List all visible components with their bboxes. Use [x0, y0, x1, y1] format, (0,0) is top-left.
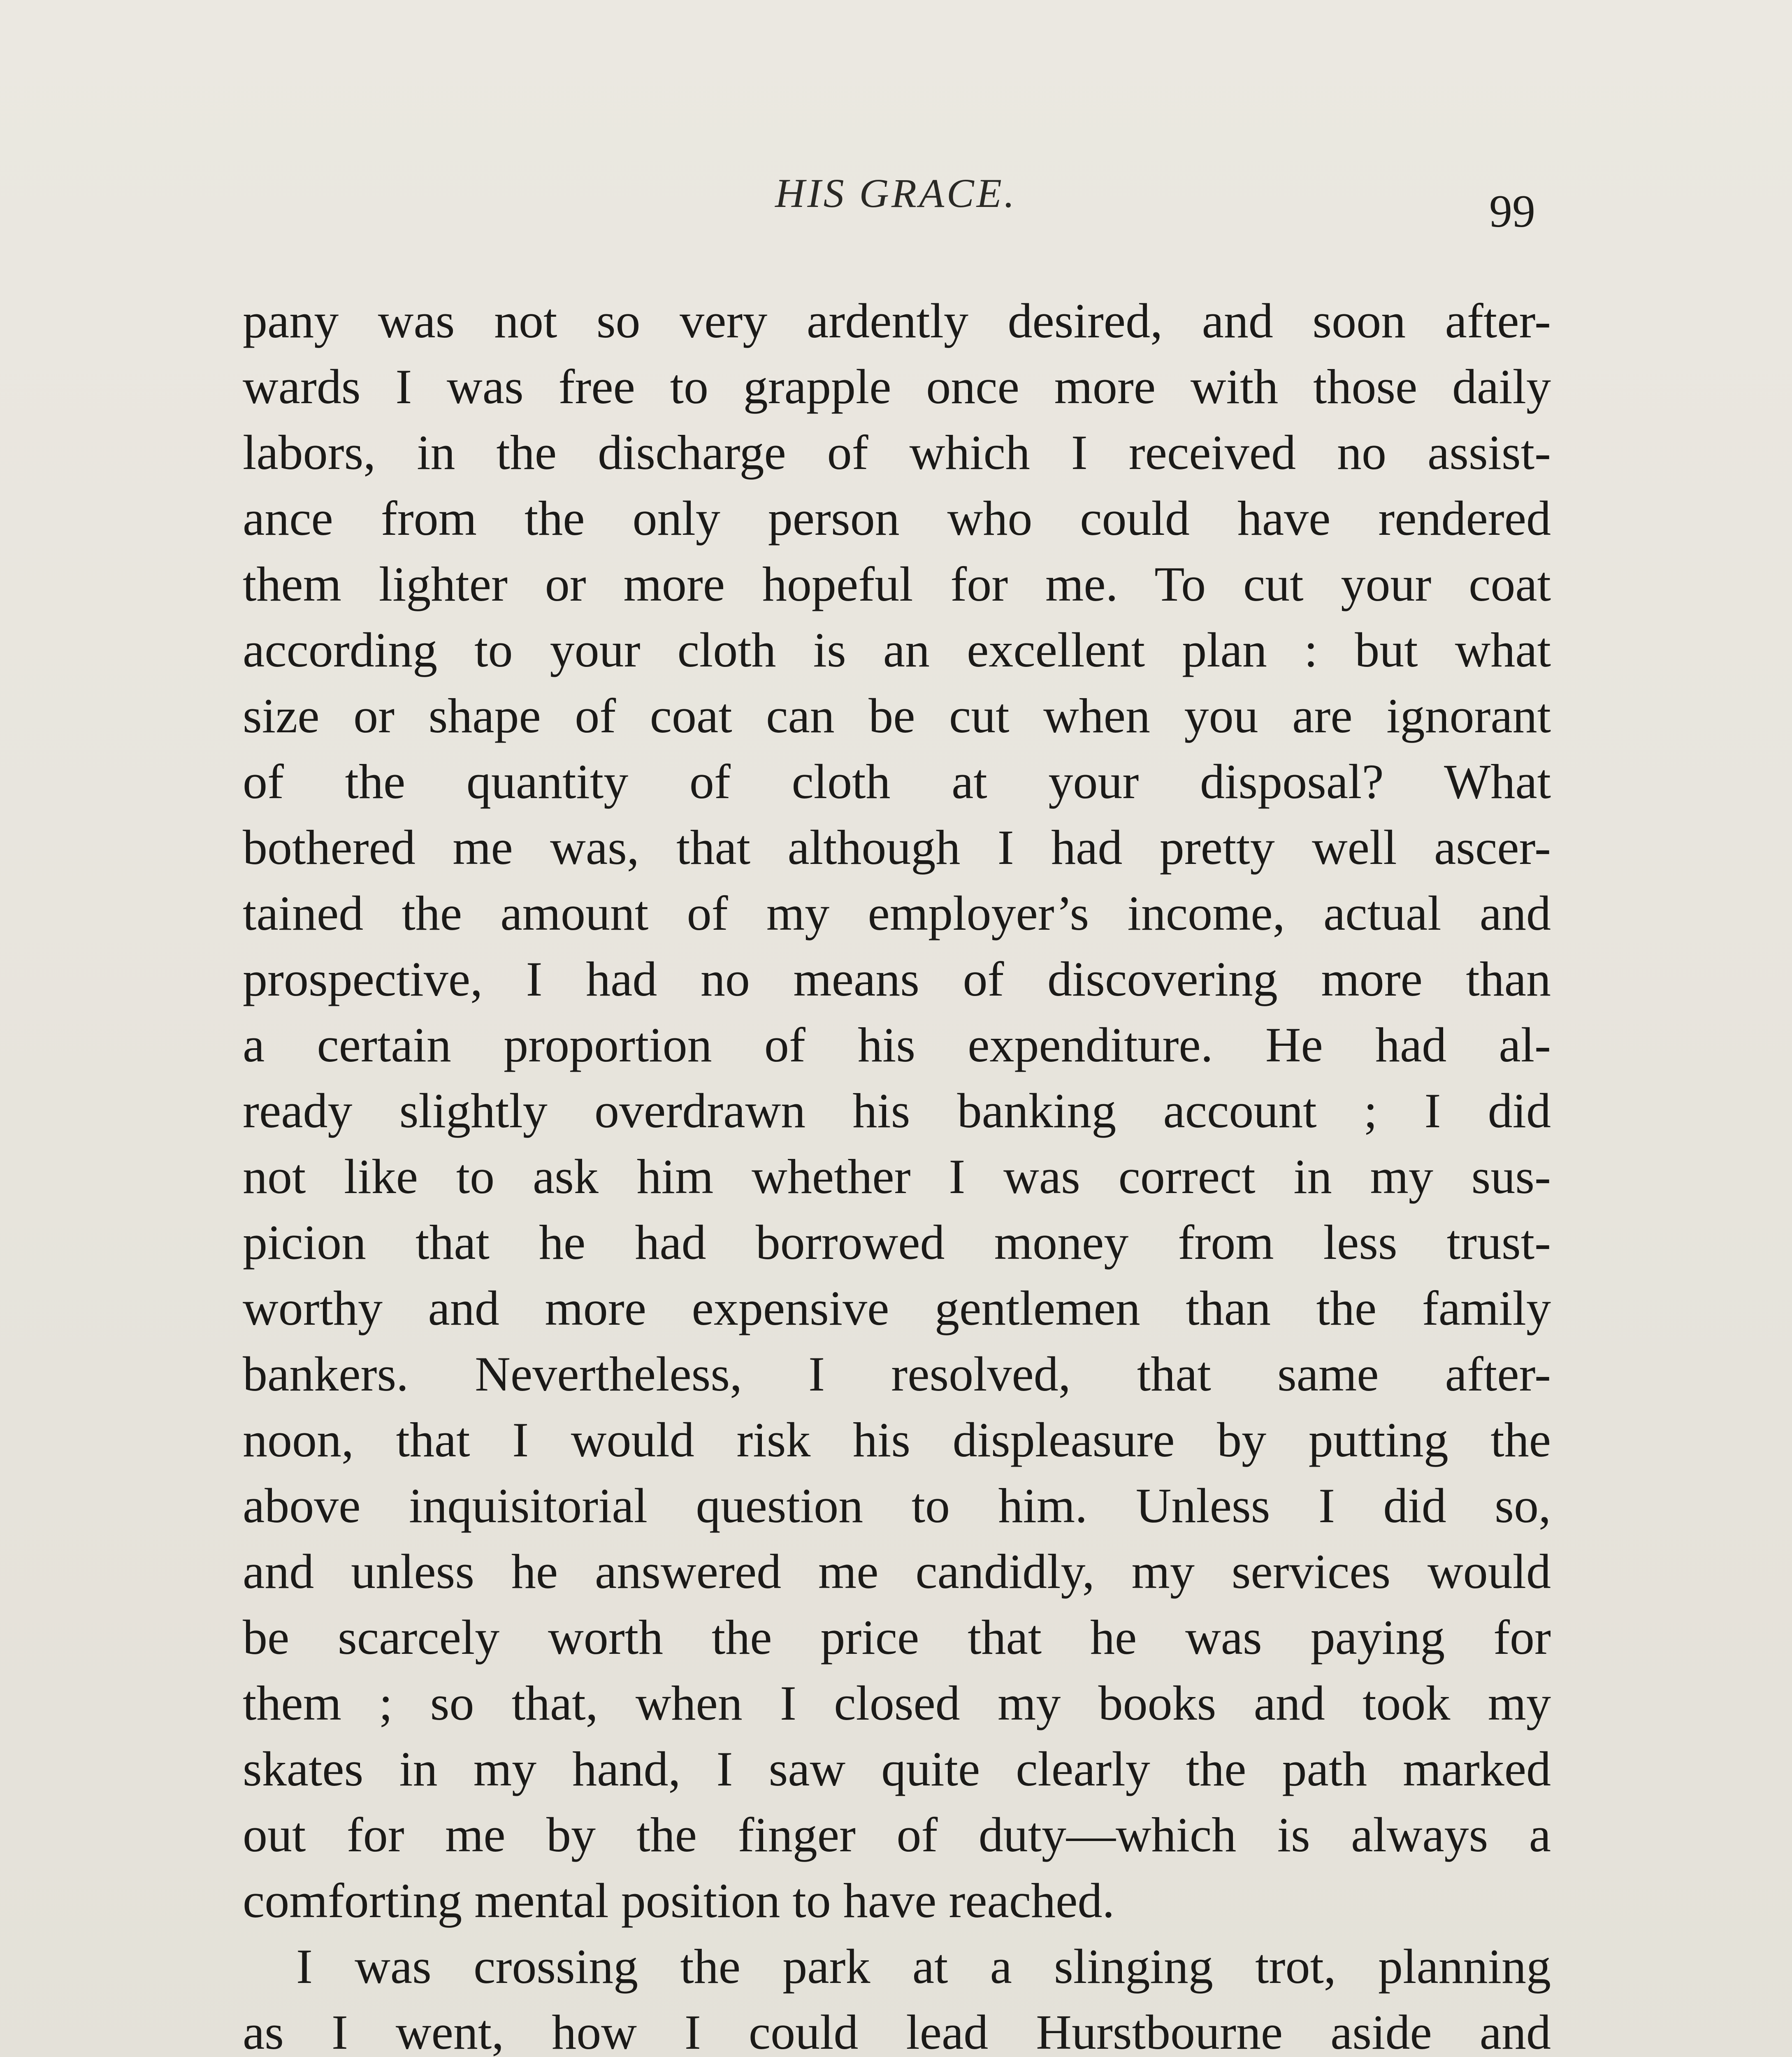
text-line: be scarcely worth the price that he was paying for — [243, 1610, 1551, 1665]
text-line: them ; so that, when I closed my books and took my — [243, 1676, 1551, 1730]
text-line: out for me by the finger of duty—which is always a — [243, 1807, 1551, 1862]
text-line: as I went, how I could lead Hurstbourne aside and — [243, 2005, 1551, 2057]
text-line: tained the amount of my employer’s income, actual and — [243, 886, 1551, 940]
text-line: skates in my hand, I saw quite clearly the path marked — [243, 1741, 1551, 1796]
page-number: 99 — [1489, 186, 1535, 237]
text-line: of the quantity of cloth at your disposal? What — [243, 754, 1551, 809]
running-head: HIS GRACE. — [775, 170, 1017, 216]
text-line: prospective, I had no means of discovering more than — [243, 952, 1551, 1006]
paragraph-2 — [243, 1934, 1551, 2057]
paragraph-1 — [243, 288, 1551, 1934]
text-line: wards I was free to grapple once more with those daily — [243, 359, 1551, 414]
text-line: and unless he answered me candidly, my services would — [243, 1544, 1551, 1599]
text-line: bothered me was, that although I had pretty well ascer- — [243, 820, 1551, 875]
text-line: not like to ask him whether I was correct in my sus- — [243, 1149, 1551, 1204]
text-line: bankers. Nevertheless, I resolved, that same after- — [243, 1347, 1551, 1401]
text-line: ance from the only person who could have rendered — [243, 491, 1551, 546]
text-line: them lighter or more hopeful for me. To cut your coat — [243, 557, 1551, 611]
text-line: labors, in the discharge of which I received no assist- — [243, 425, 1551, 480]
text-line: above inquisitorial question to him. Unless I did so, — [243, 1478, 1551, 1533]
text-line: size or shape of coat can be cut when you are ignorant — [243, 688, 1551, 743]
text-line: ready slightly overdrawn his banking account ; I did — [243, 1083, 1551, 1138]
text-line: according to your cloth is an excellent plan : but what — [243, 622, 1551, 677]
body-text — [243, 288, 1551, 2057]
text-line: picion that he had borrowed money from less trust- — [243, 1215, 1551, 1270]
text-line: pany was not so very ardently desired, and soon after- — [243, 293, 1551, 348]
text-line: I was crossing the park at a slinging trot, planning — [296, 1939, 1551, 1994]
text-line: worthy and more expensive gentlemen than the family — [243, 1281, 1551, 1335]
text-line: noon, that I would risk his displeasure by putting the — [243, 1412, 1551, 1467]
text-line: a certain proportion of his expenditure. He had al- — [243, 1017, 1551, 1072]
text-line: comforting mental position to have reached. — [243, 1873, 1115, 1928]
